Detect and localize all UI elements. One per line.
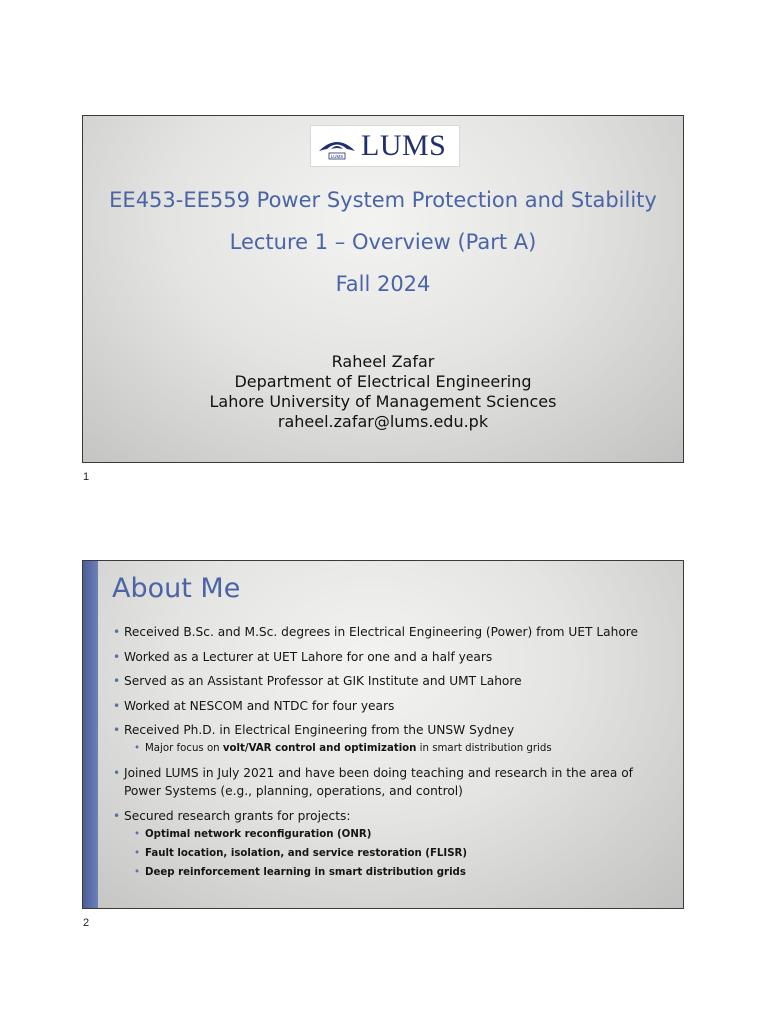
lums-logo	[310, 125, 460, 167]
list-item: • Received B.Sc. and M.Sc. degrees in Electrical Engineering (Power) from UET Lahore	[113, 623, 675, 641]
term-title: Fall 2024	[335, 272, 431, 296]
svg-text:LUMS: LUMS	[330, 154, 344, 159]
list-item: • Received Ph.D. in Electrical Engineering from the UNSW Sydney	[113, 721, 675, 739]
list-item-line: Power Systems (e.g., planning, operations, and control)	[124, 784, 463, 798]
sub-list-item: • Fault location, isolation, and service restoration (FLISR)	[113, 847, 675, 861]
sub-item-suffix: in smart distribution grids	[416, 743, 552, 754]
author-university: Lahore University of Management Sciences	[209, 392, 557, 411]
sub-list-item: • Optimal network reconfiguration (ONR)	[113, 828, 675, 842]
list-item	[113, 764, 675, 800]
list-item: • Secured research grants for projects:	[113, 807, 675, 825]
list-item: • Worked as a Lecturer at UET Lahore for one and a half years	[113, 648, 675, 666]
lecture-title: Lecture 1 – Overview (Part A)	[229, 230, 537, 254]
slide-sidebar-accent	[83, 561, 98, 908]
sub-item-prefix: Major focus on	[145, 743, 223, 754]
author-department: Department of Electrical Engineering	[234, 372, 532, 391]
lums-emblem-icon	[315, 129, 359, 163]
page-number-1: 1	[83, 471, 90, 483]
sub-item-bold: volt/VAR control and optimization	[222, 743, 417, 754]
author-name: Raheel Zafar	[331, 352, 435, 371]
bullet-list	[113, 623, 675, 885]
title-slide	[82, 115, 684, 463]
page-number-2: 2	[83, 917, 90, 929]
author-email: raheel.zafar@lums.edu.pk	[277, 412, 489, 431]
about-me-slide	[82, 560, 684, 909]
logo-wordmark: LUMS	[361, 129, 447, 162]
list-item: • Served as an Assistant Professor at GIK Institute and UMT Lahore	[113, 672, 675, 690]
course-title: EE453-EE559 Power System Protection and Stability	[109, 188, 657, 212]
author-block	[83, 352, 683, 432]
list-item: • Worked at NESCOM and NTDC for four years	[113, 697, 675, 715]
slide-heading: About Me	[112, 573, 241, 604]
list-item-line: • Joined LUMS in July 2021 and have been doing teaching and research in the area of	[124, 766, 633, 780]
sub-list-item: • Deep reinforcement learning in smart distribution grids	[113, 866, 675, 880]
sub-list-item	[113, 742, 675, 756]
